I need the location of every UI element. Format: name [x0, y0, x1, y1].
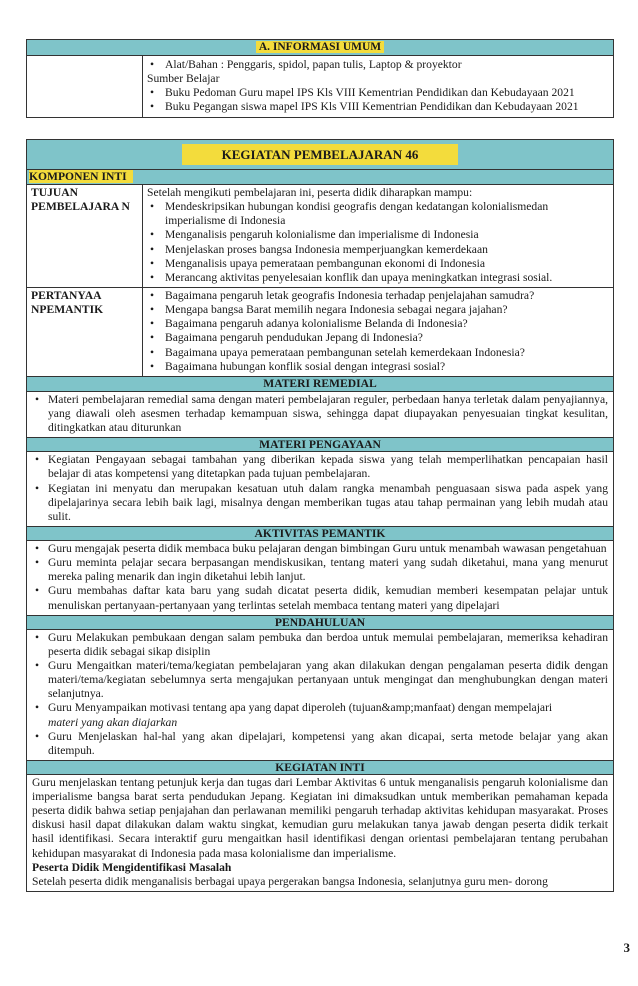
pertanyaan-item: • Bagaimana pengaruh adanya kolonialisme Belanda di Indonesia?: [147, 317, 609, 331]
aktivitas-item: • Guru membahas daftar kata baru yang sudah dicatat peserta didik, kemudian memberi kesempatan pelajar untuk menuliskan pertanyaan-pertanyaan yang terlintas setelah membaca tentang materi yang dipelajari: [32, 584, 608, 612]
informasi-umum-row: [27, 56, 613, 117]
aktivitas-body: [27, 541, 613, 615]
tujuan-item: • Menjelaskan proses bangsa Indonesia memperjuangkan kemerdekaan: [147, 243, 609, 257]
pendahuluan-item-text: Guru Menyampaikan motivasi tentang apa yang dapat diperoleh (tujuan&amp;manfaat) dengan mempelajari: [48, 701, 553, 715]
pengayaan-body: [27, 452, 613, 526]
pertanyaan-item: • Bagaimana hubungan konflik sosial dengan integrasi sosial?: [147, 360, 609, 374]
pertanyaan-item: • Mengapa bangsa Barat memilih negara Indonesia sebagai negara jajahan?: [147, 303, 609, 317]
pendahuluan-item-motivasi: [32, 701, 608, 729]
informasi-umum-title: A. INFORMASI UMUM: [256, 41, 384, 53]
inti-last-line: Setelah peserta didik menganalisis berbagai upaya pergerakan bangsa Indonesia, selanjutnya guru men- dorong: [32, 874, 548, 888]
tujuan-row: [27, 185, 613, 288]
pengayaan-header: [27, 437, 613, 452]
pertanyaan-content: [143, 288, 613, 376]
pendahuluan-body: [27, 630, 613, 760]
informasi-umum-table: [26, 39, 614, 118]
tujuan-item: • Menganalisis upaya pemerataan pembangunan ekonomi di Indonesia: [147, 257, 609, 271]
kegiatan-title-bar: [27, 140, 613, 170]
pendahuluan-list: [32, 631, 608, 758]
tujuan-intro: Setelah mengikuti pembelajaran ini, peserta didik diharapkan mampu:: [147, 186, 473, 199]
pengayaan-item: • Kegiatan Pengayaan sebagai tambahan yang diberikan kepada siswa yang telah memperlihatkan pencapaian hasil belajar di atas kompetensi yang ditetapkan pada tujuan pembelajaran.: [32, 453, 608, 481]
aktivitas-item: • Guru meminta pelajar secara berpasangan mendiskusikan, tentang materi yang sudah diketahui, mana yang menurut mereka paling menarik dan ingin diketahui lebih lanjut.: [32, 556, 608, 584]
aktivitas-title: AKTIVITAS PEMANTIK: [254, 526, 386, 540]
tujuan-item: • Merancang aktivitas penyelesaian konflik dan upaya meningkatkan integrasi sosial.: [147, 271, 609, 285]
aktivitas-list: [32, 542, 608, 613]
pendahuluan-item: • Guru Menjelaskan hal-hal yang akan dipelajari, kompetensi yang akan dicapai, serta metode belajar yang akan ditempuh.: [32, 730, 608, 758]
pengayaan-title: MATERI PENGAYAAN: [259, 438, 381, 452]
informasi-umum-label-cell: [27, 56, 143, 117]
page-number: 3: [623, 940, 630, 955]
remedial-header: [27, 377, 613, 392]
tujuan-label: TUJUAN PEMBELAJARA N: [27, 185, 143, 287]
tujuan-item: • Mendeskripsikan hubungan kondisi geografis dengan kedatangan kolonialismedan imperialisme di Indonesia: [147, 200, 609, 228]
remedial-body: [27, 392, 613, 437]
aktivitas-item: • Guru mengajak peserta didik membaca buku pelajaran dengan bimbingan Guru untuk menambah wawasan pengetahuan: [32, 542, 608, 556]
remedial-item: • Materi pembelajaran remedial sama dengan materi pembelajaran reguler, perbedaan hanya terletak dalam penyajiannya, yang diawali oleh asesmen terhadap kemampuan siswa, sehingga dapat diupayakan penyesuaian tingkat kesulitan, ditingkatkan atau diturunkan: [32, 393, 608, 435]
pendahuluan-item: • Guru Mengaitkan materi/tema/kegiatan pembelajaran yang akan dilakukan dengan pengalaman peserta didik dengan materi/tema/kegiatan sebelumnya serta mengajukan pertanyaan untuk mengingat dan menghubungkan dengan materi selanjutnya.: [32, 659, 608, 701]
tujuan-list: [147, 200, 609, 285]
pendahuluan-italic-line: materi yang akan diajarkan: [48, 715, 178, 729]
informasi-umum-content: [143, 56, 613, 117]
tujuan-item: • Menganalisis pengaruh kolonialisme dan imperialisme di Indonesia: [147, 228, 609, 242]
informasi-umum-header: [27, 40, 613, 56]
tujuan-content: [143, 185, 613, 287]
komponen-inti-bar: [27, 170, 613, 185]
pendahuluan-item: • Guru Melakukan pembukaan dengan salam pembuka dan berdoa untuk memulai pembelajaran, memeriksa kehadiran peserta didik sebagai sikap disiplin: [32, 631, 608, 659]
remedial-title: MATERI REMEDIAL: [263, 376, 377, 390]
sumber-item: • Buku Pedoman Guru mapel IPS Kls VIII Kementrian Pendidikan dan Kebudayaan 2021: [147, 86, 609, 100]
pertanyaan-item: • Bagaimana upaya pemerataan pembangunan setelah kemerdekaan Indonesia?: [147, 346, 609, 360]
pendahuluan-title: PENDAHULUAN: [274, 615, 366, 629]
pertanyaan-item: • Bagaimana pengaruh letak geografis Indonesia terhadap penjelajahan samudra?: [147, 289, 609, 303]
alat-bahan-list: [147, 58, 609, 72]
pertanyaan-item: • Bagaimana pengaruh pendudukan Jepang di Indonesia?: [147, 331, 609, 345]
komponen-inti-label: KOMPONEN INTI: [29, 170, 133, 183]
kegiatan-table: [26, 139, 614, 892]
pertanyaan-label: PERTANYAA NPEMANTIK: [27, 288, 143, 376]
pertanyaan-list: [147, 289, 609, 374]
sumber-belajar-label: Sumber Belajar: [147, 72, 220, 86]
kegiatan-title: KEGIATAN PEMBELAJARAN 46: [182, 144, 459, 166]
pengayaan-list: [32, 453, 608, 524]
pendahuluan-header: [27, 615, 613, 630]
pertanyaan-row: [27, 288, 613, 377]
inti-body: [27, 775, 613, 891]
sumber-item: • Buku Pegangan siswa mapel IPS Kls VIII Kementrian Pendidikan dan Kebudayaan 2021: [147, 100, 609, 114]
inti-header: [27, 760, 613, 775]
pengayaan-item: • Kegiatan ini menyatu dan merupakan kesatuan utuh dalam rangka menambah penguasaan siswa pada aspek yang dipelajarinya secara lebih baik lagi, misalnya dengan memberikan tugas atau tahap permainan yang lebih mudah atau sulit.: [32, 482, 608, 524]
remedial-list: [32, 393, 608, 435]
inti-title: KEGIATAN INTI: [275, 760, 365, 774]
alat-bahan-item: • Alat/Bahan : Penggaris, spidol, papan tulis, Laptop & proyektor: [147, 58, 609, 72]
inti-subheading: Peserta Didik Mengidentifikasi Masalah: [32, 860, 232, 874]
aktivitas-header: [27, 526, 613, 541]
inti-paragraph: Guru menjelaskan tentang petunjuk kerja dan tugas dari Lembar Aktivitas 6 untuk menganalisis pengaruh kolonialisme dan imperialisme bangsa barat serta pendudukan Jepang. Kegiatan ini dimaksudkan untuk memberikan pemahaman kepada peserta didik bahwa setiap penjajahan dan perlawanan memiliki pengaruh terhadap aktivitas kehidupan masyarakat. Proses diskusi hasil dapat dilakukan dalam waktu singkat, kemudian guru melakukan tanya jawab dengan peserta didik terkait hasil identifikasi. Secara interaktif guru mengaitkan hasil identifikasi dengan orientasi pembelajaran tentang perubahan kehidupan masyarakat di Indonesia pada masa kolonialisme dan imperialisme.: [32, 775, 608, 860]
sumber-belajar-list: [147, 86, 609, 114]
